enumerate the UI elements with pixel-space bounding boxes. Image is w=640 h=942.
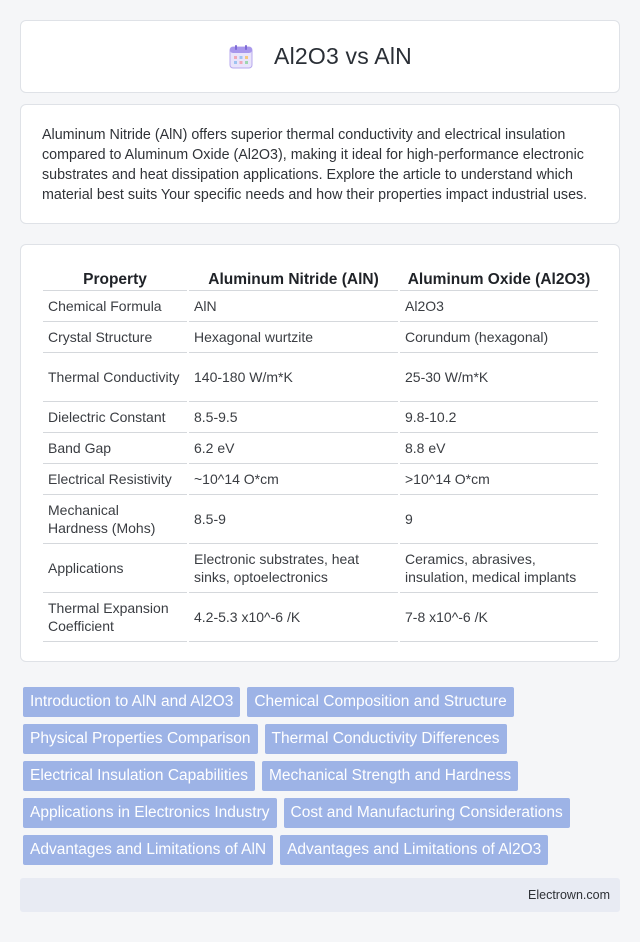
cell-al2o3: >10^14 O*cm [399, 463, 598, 494]
calendar-grid-icon [228, 44, 254, 70]
tag-row [23, 724, 623, 754]
cell-aln: 6.2 eV [188, 432, 399, 463]
cell-aln: 8.5-9.5 [188, 401, 399, 432]
cell-property: Electrical Resistivity [43, 463, 188, 494]
topic-tag-cost-manufacturing[interactable]: Cost and Manufacturing Considerations [284, 798, 570, 828]
topic-tag-applications-electronics[interactable]: Applications in Electronics Industry [23, 798, 277, 828]
table-row [43, 494, 598, 543]
title-wrap [21, 21, 619, 92]
cell-al2o3: 9 [399, 494, 598, 543]
table-row [43, 321, 598, 352]
cell-property: Crystal Structure [43, 321, 188, 352]
table-row [43, 432, 598, 463]
table-row [43, 401, 598, 432]
comparison-table-card [20, 244, 620, 662]
table-row [43, 463, 598, 494]
tag-row [23, 687, 623, 717]
table-row [43, 592, 598, 641]
header-aln: Aluminum Nitride (AlN) [188, 262, 399, 290]
intro-card [20, 104, 620, 224]
cell-aln: AlN [188, 290, 399, 321]
topic-tag-advantages-aln[interactable]: Advantages and Limitations of AlN [23, 835, 273, 865]
cell-al2o3: Al2O3 [399, 290, 598, 321]
tag-row [23, 835, 623, 865]
tag-row [23, 798, 623, 828]
topic-tag-electrical-insulation[interactable]: Electrical Insulation Capabilities [23, 761, 255, 791]
header-property: Property [43, 262, 188, 290]
topic-tag-thermal-conductivity[interactable]: Thermal Conductivity Differences [265, 724, 507, 754]
cell-aln: ~10^14 O*cm [188, 463, 399, 494]
footer-brand[interactable]: Electrown.com [528, 888, 610, 902]
cell-aln: Electronic substrates, heat sinks, optoelectronics [188, 543, 399, 592]
comparison-table [43, 262, 598, 642]
cell-aln: Hexagonal wurtzite [188, 321, 399, 352]
cell-al2o3: Ceramics, abrasives, insulation, medical implants [399, 543, 598, 592]
topic-tag-physical-properties[interactable]: Physical Properties Comparison [23, 724, 258, 754]
topic-tag-chemical-composition[interactable]: Chemical Composition and Structure [247, 687, 513, 717]
cell-property: Thermal Conductivity [43, 352, 188, 401]
cell-property: Chemical Formula [43, 290, 188, 321]
cell-al2o3: 7-8 x10^-6 /K [399, 592, 598, 641]
topic-tags [23, 687, 623, 872]
cell-aln: 4.2-5.3 x10^-6 /K [188, 592, 399, 641]
cell-al2o3: 9.8-10.2 [399, 401, 598, 432]
cell-property: Applications [43, 543, 188, 592]
cell-aln: 140-180 W/m*K [188, 352, 399, 401]
tag-row [23, 761, 623, 791]
topic-tag-introduction[interactable]: Introduction to AlN and Al2O3 [23, 687, 240, 717]
footer [20, 878, 620, 912]
header-al2o3: Aluminum Oxide (Al2O3) [399, 262, 598, 290]
cell-property: Band Gap [43, 432, 188, 463]
topic-tag-mechanical-strength[interactable]: Mechanical Strength and Hardness [262, 761, 518, 791]
cell-property: Dielectric Constant [43, 401, 188, 432]
cell-al2o3: 25-30 W/m*K [399, 352, 598, 401]
cell-property: Thermal Expansion Coefficient [43, 592, 188, 641]
intro-paragraph: Aluminum Nitride (AlN) offers superior thermal conductivity and electrical insulation compared to Aluminum Oxide (Al2O3), making it ideal for high-performance electronic substrates and heat dissipation applications. Explore the article to understand which material best suits Your specific needs and how their properties impact industrial uses. [42, 127, 588, 203]
topic-tag-advantages-al2o3[interactable]: Advantages and Limitations of Al2O3 [280, 835, 548, 865]
table-row [43, 352, 598, 401]
page-title: Al2O3 vs AlN [274, 43, 412, 69]
table-row [43, 543, 598, 592]
cell-al2o3: 8.8 eV [399, 432, 598, 463]
cell-aln: 8.5-9 [188, 494, 399, 543]
table-header-row [43, 262, 598, 290]
cell-al2o3: Corundum (hexagonal) [399, 321, 598, 352]
title-card [20, 20, 620, 93]
table-row [43, 290, 598, 321]
cell-property: Mechanical Hardness (Mohs) [43, 494, 188, 543]
